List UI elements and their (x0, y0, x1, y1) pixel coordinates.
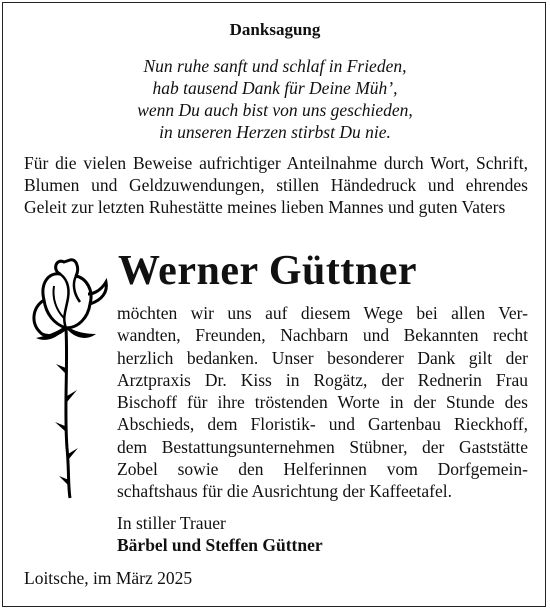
closing-block (117, 512, 323, 556)
thanks-line: dem Bestattungsunternehmen Stübner, der Gaststätte (117, 436, 528, 457)
thanks-line: Bischoff für ihre tröstenden Worte in der Stunde des (117, 392, 528, 413)
signers: Bärbel und Steffen Güttner (117, 535, 323, 555)
thanks-line: schaftshaus für die Ausrichtung der Kaffeetafel. (117, 481, 452, 502)
thanks-line: Abschieds, dem Floristik- und Gartenbau Rieckhoff, (117, 414, 528, 435)
thanks-paragraph (117, 302, 528, 503)
thanks-line: möchten wir uns auf diesem Wege bei allen Ver- (117, 303, 528, 323)
thanks-line: wandten, Freunden, Nachbarn und Bekannten recht (117, 325, 528, 346)
place-date: Loitsche, im März 2025 (24, 568, 193, 588)
closing-phrase: In stiller Trauer (117, 513, 226, 533)
notice-heading: Danksagung (229, 20, 321, 39)
thanks-line: Zobel sowie den Helferinnen vom Dorfgemein- (117, 459, 528, 480)
poem-line: wenn Du auch bist von uns geschieden, (137, 100, 413, 120)
intro-line: und guten Vaters (387, 197, 506, 217)
rose-icon (26, 248, 112, 500)
thanks-line: Arztpraxis Dr. Kiss in Rogätz, der Rednerin Frau (117, 369, 528, 390)
intro-line: ehrendes Geleit zur letzten Ruhestätte meines lieben Mannes (24, 175, 528, 217)
intro-line: Schrift, Blumen und Geldzuwendungen, stillen Händedruck und (24, 153, 528, 195)
deceased-name: Werner Güttner (118, 248, 417, 294)
thanks-line: herzlich bedanken. Unser besonderer Dank gilt der (117, 347, 528, 368)
intro-paragraph (24, 152, 528, 218)
poem-line: Nun ruhe sanft und schlaf in Frieden, (143, 56, 407, 76)
poem-line: in unseren Herzen stirbst Du nie. (159, 122, 391, 142)
poem (0, 55, 550, 143)
intro-line: Für die vielen Beweise aufrichtiger Anteilnahme durch Wort, (24, 153, 470, 173)
poem-line: hab tausend Dank für Deine Müh’, (152, 78, 398, 98)
